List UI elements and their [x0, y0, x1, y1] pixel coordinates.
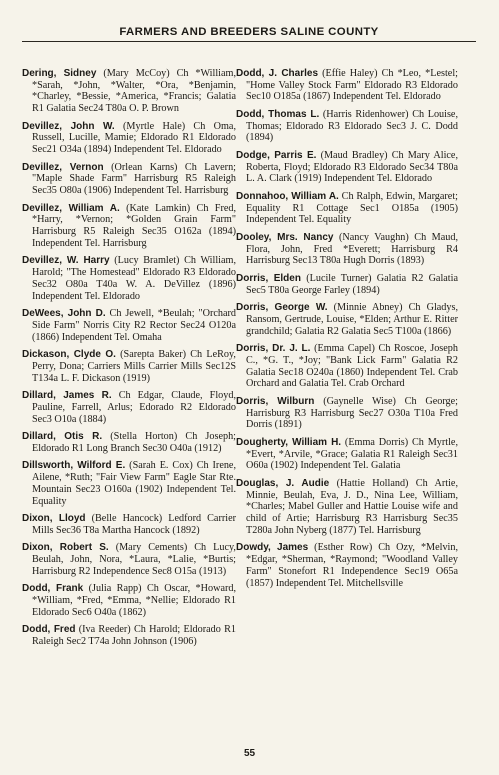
entry-details: (Harris Ridenhower) Ch Louise, Thomas; Eldorado R3 Eldorado Sec3 J. C. Dodd (1894) [246, 109, 459, 144]
directory-entry [236, 343, 458, 390]
entry-details: (Kate Lamkin) Ch Fred, *Harry, *Vernon; *Golden Grain Farm" Harrisburg R5 Raleigh Sec35 O162a (1894) Independent Tel. Harrisburg [32, 202, 236, 249]
directory-entry [22, 583, 236, 618]
entry-details: (Mary Cements) Ch Lucy, Beulah, John, Nora, *Laura, *Lalie, *Burtis; Harrisburg R2 Independence Sec8 O15a (1913) [32, 542, 236, 577]
entry-name: Dillard, Otis R. [22, 431, 103, 443]
entry-name: Douglas, J. Audie [236, 478, 330, 489]
entry-details: (Myrtle Hale) Ch Oma, Russell, Lucille, Mamie; Eldorado R1 Eldorado Sec21 O34a (1894) Independent Tel. Eldorado [32, 120, 236, 156]
directory-entry [22, 255, 236, 302]
directory-entry [22, 624, 236, 647]
directory-entry [236, 437, 458, 472]
entry-details: Ch Ralph, Edwin, Margaret; Equality R1 Cottage Sec1 O185a (1905) Independent Tel. Equality [246, 191, 458, 226]
directory-entry [22, 68, 236, 115]
entry-details: (Minnie Abney) Ch Gladys, Ransom, Gertrude, Louise, *Elden; Arthur E. Ritter grandchild; Galatia R2 Galatia Sec5 T100a (1866) [246, 302, 458, 337]
directory-entry [236, 396, 458, 431]
entry-name: Dodge, Parris E. [236, 150, 317, 161]
entry-details: (Nancy Vaughn) Ch Maud, Flora, John, Fred *Everett; Harrisburg R4 Harrisburg Sec13 T80a Hugh Dorris (1893) [246, 232, 458, 267]
entry-details: (Emma Dorris) Ch Myrtle, *Evert, *Arvile, *Grace; Galatia R1 Raleigh Sec31 O60a (1902) Independent Tel. Galatia [246, 437, 458, 472]
directory-entry [22, 513, 236, 536]
entry-name: Dougherty, William H. [236, 437, 342, 448]
entry-details: (Orlean Karns) Ch Lavern; "Maple Shade Farm" Harrisburg R5 Raleigh Sec35 O80a (1906) Independent Tel. Harrisburg [32, 161, 236, 197]
entry-name: Dillsworth, Wilford E. [22, 460, 126, 472]
entry-name: Dorris, Wilburn [236, 396, 315, 407]
entry-name: Dixon, Lloyd [22, 513, 86, 525]
entry-details: (Hattie Holland) Ch Artie, Minnie, Beulah, Eva, J. D., Nina Lee, William, *Charles; Mabel Guller and Hattie Louise wife and child of Artie; Harrisburg R3 Harrisburg Sec35 T280a John Nyberg (1877) Tel. Harrisburg [246, 478, 458, 536]
entry-name: Dorris, Dr. J. L. [236, 343, 311, 355]
directory-entry [22, 308, 236, 343]
entry-details: (Gaynelle Wise) Ch George; Harrisburg R3 Harrisburg Sec27 O30a T10a Fred Dorris (1891) [246, 396, 458, 431]
entry-name: Dodd, Frank [22, 583, 84, 595]
directory-entry [22, 542, 236, 577]
entry-details: (Stella Horton) Ch Joseph; Eldorado R1 Long Branch Sec30 O40a (1912) [32, 431, 236, 454]
left-column [22, 68, 236, 654]
entry-details: (Sarepta Baker) Ch LeRoy, Perry, Dona; Carriers Mills Carrier Mills Sec12S T134a L. F. Dickason (1919) [32, 349, 236, 384]
page-header: FARMERS AND BREEDERS SALINE COUNTY [22, 26, 476, 42]
entry-name: Dooley, Mrs. Nancy [236, 232, 334, 243]
directory-entry [236, 68, 458, 103]
entry-name: Dixon, Robert S. [22, 542, 109, 554]
entry-name: Dorris, Elden [236, 273, 301, 284]
directory-entry [22, 431, 236, 454]
entry-details: (Esther Row) Ch Ozy, *Melvin, *Edgar, *Sherman, *Raymond; "Woodland Valley Farm" Stonefort R1 Independence Sec19 O65a (1857) Independent Tel. Mitchellsville [246, 542, 459, 589]
entry-details: (Emma Capel) Ch Roscoe, Joseph C., *G. T., *Joy; "Bank Lick Farm" Galatia R2 Galatia Sec18 O240a (1860) Independent Tel. Crab Orchard and Galatia Tel. Crab Orchard [246, 343, 458, 390]
entry-name: Dodd, Thomas L. [236, 109, 320, 120]
page-number: 55 [243, 748, 256, 759]
directory-entry [236, 273, 458, 296]
directory-entry [236, 191, 458, 226]
directory-entry [22, 390, 236, 425]
directory-entry [22, 162, 236, 197]
entry-name: Dillard, James R. [22, 390, 112, 402]
directory-entry [236, 150, 458, 185]
directory-entry [22, 121, 236, 156]
entry-name: Dering, Sidney [22, 68, 97, 79]
directory-entry [22, 460, 236, 507]
directory-entry [22, 349, 236, 384]
entry-details: (Lucile Turner) Galatia R2 Galatia Sec5 T80a George Farley (1894) [246, 273, 458, 296]
entry-details: (Lucy Bramlet) Ch William, Harold; "The Homestead" Eldorado R3 Eldorado Sec32 O80a T40a W. A. DeVillez (1896) Independent Tel. Eldorado [32, 255, 236, 302]
entry-details: Ch Edgar, Claude, Floyd, Pauline, Farrell, Arlus; Edorado R2 Eldorado Sec3 O10a (1884) [32, 390, 236, 425]
entry-details: (Effie Haley) Ch *Leo, *Lestel; "Home Valley Stock Farm" Eldorado R3 Eldorado Sec10 O185a (1867) Independent Tel. Eldorado [246, 68, 458, 103]
entry-name: Donnahoo, William A. [236, 191, 339, 202]
entry-details: (Iva Reeder) Ch Harold; Eldorado R1 Raleigh Sec2 T74a John Johnson (1906) [32, 624, 236, 648]
directory-entry [236, 478, 458, 537]
entry-name: Devillez, Vernon [22, 161, 104, 173]
entry-name: Devillez, William A. [22, 202, 120, 214]
entry-details: (Sarah E. Cox) Ch Irene, Ailene, *Ruth; "Fair View Farm" Eagle Star Rte. Mountain Sec23 O160a (1902) Independent Tel. Equality [32, 460, 237, 507]
entry-name: DeWees, John D. [22, 308, 106, 320]
entry-name: Devillez, W. Harry [22, 255, 110, 267]
entry-name: Dowdy, James [236, 542, 309, 554]
entry-details: Ch Jewell, *Beulah; "Orchard Side Farm" Norris City R2 Rector Sec24 O120a (1866) Independent Tel. Omaha [32, 308, 236, 343]
directory-entry [22, 203, 236, 250]
entry-details: (Julia Rapp) Ch Oscar, *Howard, *William, *Fred, *Emma, *Nellie; Eldorado R1 Eldorado Sec6 O40a (1862) [32, 583, 236, 618]
entry-name: Dorris, George W. [236, 302, 328, 314]
entry-details: (Belle Hancock) Ledford Carrier Mills Sec36 T8a Martha Hancock (1892) [32, 513, 236, 536]
entry-name: Devillez, John W. [22, 120, 115, 132]
entry-details: (Maud Bradley) Ch Mary Alice, Roberta, Floyd; Eldorado R3 Eldorado Sec34 T80a L. A. Clark (1919) Independent Tel. Eldorado [246, 150, 458, 185]
right-column [236, 68, 458, 595]
entry-details: (Mary McCoy) Ch *William, *Sarah, *John, *Walter, *Ora, *Benjamin, *Charley, *Bessie, *America, *Francis; Galatia R1 Galatia Sec24 T80a O. P. Brown [32, 68, 236, 115]
directory-entry [236, 232, 458, 267]
entry-name: Dodd, Fred [22, 624, 76, 636]
directory-entry [236, 542, 458, 589]
entry-name: Dodd, J. Charles [236, 68, 319, 79]
directory-entry [236, 302, 458, 337]
directory-entry [236, 109, 458, 144]
entry-name: Dickason, Clyde O. [22, 349, 116, 361]
